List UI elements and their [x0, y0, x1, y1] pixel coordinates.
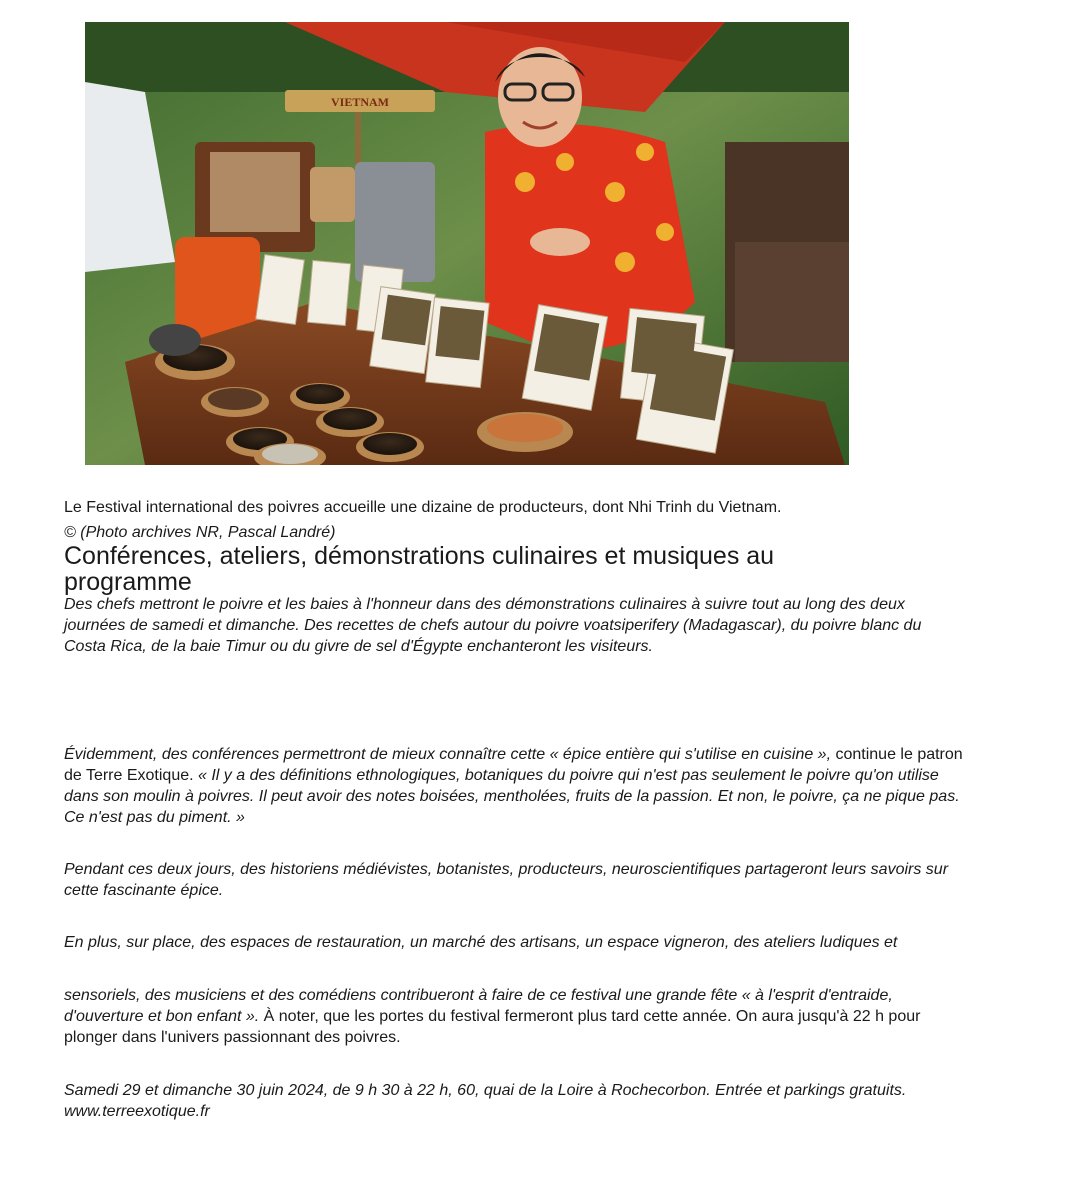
- para1-quote: « Il y a des définitions ethnologiques, botaniques du poivre qui n'est pas seulement le poivre qu'on utilise dans son moulin à poivres. Il peut avoir des notes boisées, mentholées, fruits de la passion. Et non, le poivre, ça ne pique pas. Ce n'est pas du piment. »: [64, 767, 960, 826]
- para4-italic: sensoriels, des musiciens et des comédiens contribueront à faire de ce festival une grande fête « à l'esprit d'entraide, d'ouverture et bon enfant ».: [64, 987, 893, 1025]
- practical-info: Samedi 29 et dimanche 30 juin 2024, de 9 h 30 à 22 h, 60, quai de la Loire à Rochecorbon. Entrée et parkings gratuits. www.terreexotique.fr: [64, 1082, 907, 1120]
- vietnam-sign-text: VIETNAM: [330, 95, 390, 109]
- paragraph-conferences: [64, 744, 964, 828]
- paragraph-on-site: En plus, sur place, des espaces de restauration, un marché des artisans, un espace vigneron, des ateliers ludiques et: [64, 934, 898, 951]
- para1-italic-start: Évidemment, des conférences permettront de mieux connaître cette « épice entière qui s'utilise en cuisine »,: [64, 746, 832, 763]
- paragraph-speakers: Pendant ces deux jours, des historiens médiévistes, botanistes, producteurs, neuroscientifiques partageront leurs savoirs sur cette fascinante épice.: [64, 861, 949, 899]
- festival-photo: [85, 22, 849, 465]
- photo-credit: © (Photo archives NR, Pascal Landré): [64, 524, 336, 541]
- para4-normal: À noter, que les portes du festival fermeront plus tard cette année. On aura jusqu'à 22 h pour plonger dans l'univers passionnant des poivres.: [64, 1008, 921, 1046]
- para1-normal-mid: continue le patron de Terre Exotique.: [64, 746, 963, 784]
- photo-caption: Le Festival international des poivres accueille une dizaine de producteurs, dont Nhi Trinh du Vietnam.: [64, 499, 782, 516]
- article-subheading: Conférences, ateliers, démonstrations culinaires et musiques au programme: [64, 542, 775, 596]
- paragraph-festivities: [64, 985, 964, 1048]
- lead-paragraph: Des chefs mettront le poivre et les baies à l'honneur dans des démonstrations culinaires à suivre tout au long des deux journées de samedi et dimanche. Des recettes de chefs autour du poivre voatsiperifery (Madagascar), du poivre blanc du Costa Rica, de la baie Timur ou du givre de sel d'Égypte enchanteront les visiteurs.: [64, 596, 922, 655]
